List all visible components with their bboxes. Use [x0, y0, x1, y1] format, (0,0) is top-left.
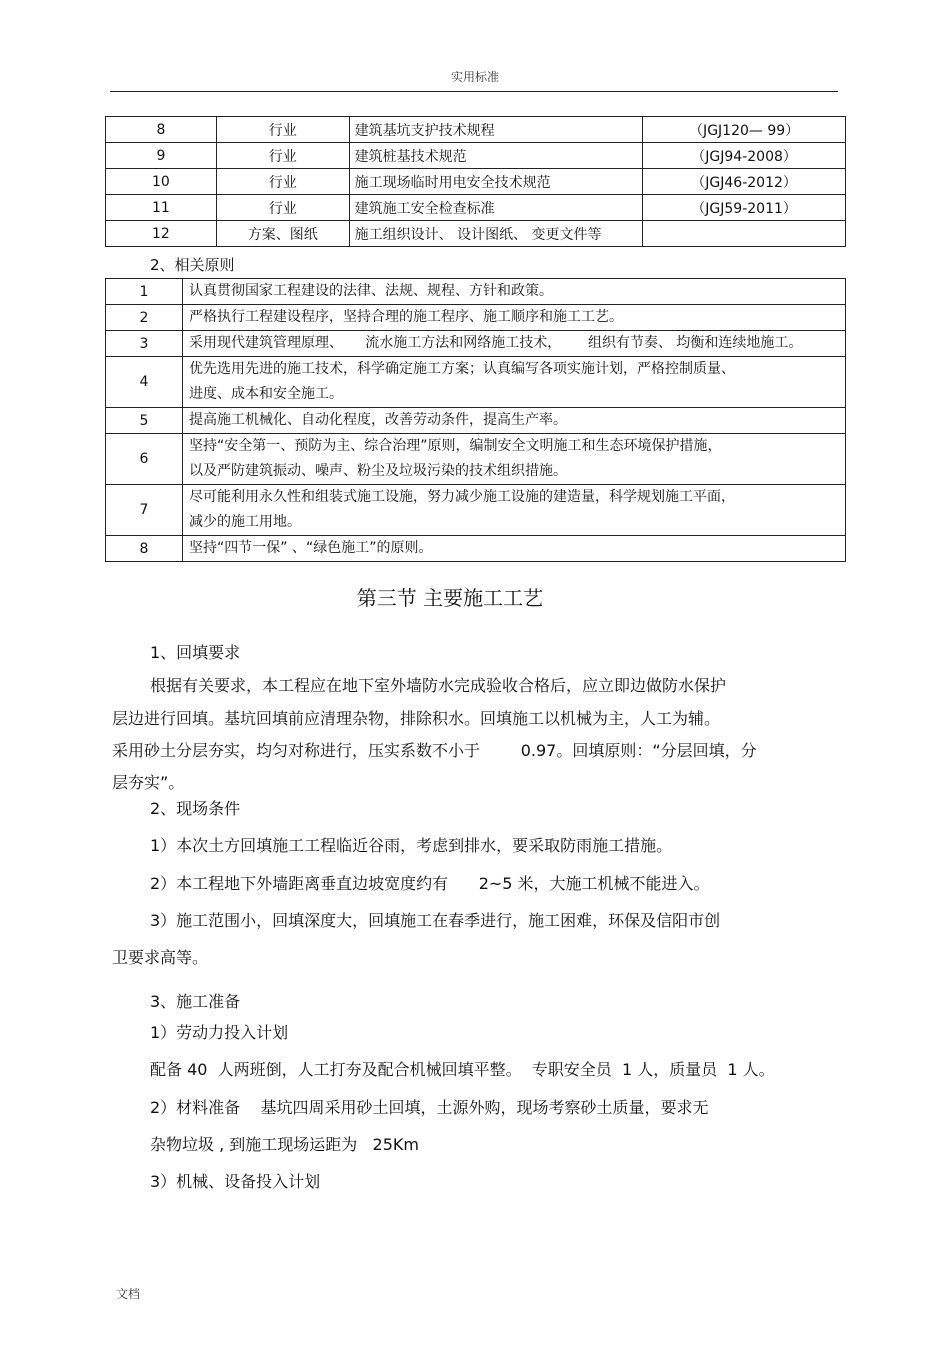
cell-principle [183, 434, 846, 485]
cell-principle [183, 536, 846, 562]
standards-table [105, 116, 846, 247]
cell-number: 8 [106, 117, 217, 143]
subheading-machinery: 3）机械、设备投入计划 [150, 1172, 321, 1191]
heading-site-conditions: 2、现场条件 [150, 799, 241, 818]
cell-category: 行业 [216, 169, 349, 195]
cell-number: 5 [106, 408, 183, 434]
heading-preparation: 3、施工准备 [150, 992, 241, 1011]
principle-line: 减少的施工用地。 [189, 514, 301, 530]
cell-category: 行业 [216, 195, 349, 221]
page-header: 实用标准 [450, 70, 499, 84]
cell-principle [183, 331, 846, 357]
cell-name: 施工现场临时用电安全技术规范 [349, 169, 643, 195]
paragraph-line: 根据有关要求，本工程应在地下室外墙防水完成验收合格后，应立即边做防水保护 [150, 676, 727, 695]
cell-principle [183, 279, 846, 305]
condition-item: 1）本次土方回填施工工程临近谷雨，考虑到排水，要采取防雨施工措施。 [150, 836, 673, 855]
condition-item: 2）本工程地下外墙距离垂直边坡宽度约有 2~5 米，大施工机械不能进入。 [150, 874, 710, 893]
page-footer: 文档 [116, 1287, 141, 1301]
principle-line: 优先选用先进的施工技术，科学确定施工方案；认真编写各项实施计划，严格控制质量、 [189, 361, 735, 377]
labor-paragraph: 配备 40 人两班倒，人工打夯及配合机械回填平整。 专职安全员 1 人，质量员 1 人。 [150, 1060, 775, 1079]
cell-principle [183, 305, 846, 331]
paragraph-line: 采用砂土分层夯实，均匀对称进行，压实系数不小于 0.97。回填原则：“分层回填，分 [112, 741, 757, 760]
cell-name: 建筑桩基技术规范 [349, 143, 643, 169]
principle-line: 以及严防建筑振动、噪声、粉尘及垃圾污染的技术组织措施。 [189, 463, 567, 479]
cell-code: （JGJ46-2012） [643, 169, 846, 195]
condition-item: 3）施工范围小，回填深度大，回填施工在春季进行，施工困难，环保及信阳市创 [150, 911, 721, 930]
table-row [106, 331, 846, 357]
materials-paragraph-cont: 杂物垃圾 , 到施工现场运距为 25Km [150, 1135, 419, 1154]
table-row [106, 143, 846, 169]
table-row [106, 536, 846, 562]
cell-number: 8 [106, 536, 183, 562]
principle-line: 提高施工机械化、自动化程度，改善劳动条件，提高生产率。 [189, 412, 567, 428]
cell-principle [183, 408, 846, 434]
cell-code [643, 221, 846, 247]
cell-name: 建筑基坑支护技术规程 [349, 117, 643, 143]
paragraph-line: 层夯实”。 [112, 773, 185, 792]
cell-category: 行业 [216, 143, 349, 169]
cell-category: 行业 [216, 117, 349, 143]
cell-number: 1 [106, 279, 183, 305]
table-row [106, 195, 846, 221]
header-divider [110, 91, 838, 92]
cell-number: 2 [106, 305, 183, 331]
cell-number: 12 [106, 221, 217, 247]
table-row [106, 279, 846, 305]
heading-backfill: 1、回填要求 [150, 643, 241, 662]
materials-paragraph: 2）材料准备 基坑四周采用砂土回填，土源外购，现场考察砂土质量，要求无 [150, 1098, 709, 1117]
principle-line: 坚持“安全第一、预防为主、综合治理”原则，编制安全文明施工和生态环境保护措施， [189, 438, 722, 454]
cell-number: 4 [106, 357, 183, 408]
cell-number: 10 [106, 169, 217, 195]
table-row [106, 169, 846, 195]
chapter-title: 第三节 主要施工工艺 [356, 586, 544, 610]
principles-table [105, 278, 846, 562]
cell-number: 11 [106, 195, 217, 221]
principle-line: 采用现代建筑管理原理、 流水施工方法和网络施工技术， 组织有节奏、 均衡和连续地施工。 [189, 335, 803, 351]
principle-line: 尽可能利用永久性和组装式施工设施，努力减少施工设施的建造量，科学规划施工平面， [189, 489, 735, 505]
principle-line: 坚持“四节一保” 、“绿色施工”的原则。 [189, 540, 433, 556]
cell-name: 建筑施工安全检查标准 [349, 195, 643, 221]
table-row [106, 221, 846, 247]
principle-line: 认真贯彻国家工程建设的法律、法规、规程、方针和政策。 [189, 283, 553, 299]
table-row [106, 485, 846, 536]
principle-line: 进度、成本和安全施工。 [189, 386, 343, 402]
cell-principle [183, 357, 846, 408]
subheading-labor: 1）劳动力投入计划 [150, 1023, 289, 1042]
cell-category: 方案、图纸 [216, 221, 349, 247]
cell-number: 7 [106, 485, 183, 536]
cell-code: （JGJ59-2011） [643, 195, 846, 221]
cell-principle [183, 485, 846, 536]
section-title-principles: 2、相关原则 [150, 256, 235, 274]
cell-number: 6 [106, 434, 183, 485]
table-row [106, 434, 846, 485]
table-row [106, 357, 846, 408]
cell-name: 施工组织设计、 设计图纸、 变更文件等 [349, 221, 643, 247]
table-row [106, 408, 846, 434]
principle-line: 严格执行工程建设程序，坚持合理的施工程序、施工顺序和施工工艺。 [189, 309, 623, 325]
cell-code: （JGJ94-2008） [643, 143, 846, 169]
paragraph-line: 层边进行回填。基坑回填前应清理杂物，排除积水。回填施工以机械为主，人工为辅。 [112, 709, 721, 728]
cell-number: 9 [106, 143, 217, 169]
cell-number: 3 [106, 331, 183, 357]
condition-item-cont: 卫要求高等。 [112, 948, 209, 967]
table-row [106, 305, 846, 331]
table-row [106, 117, 846, 143]
cell-code: （JGJ120— 99） [643, 117, 846, 143]
